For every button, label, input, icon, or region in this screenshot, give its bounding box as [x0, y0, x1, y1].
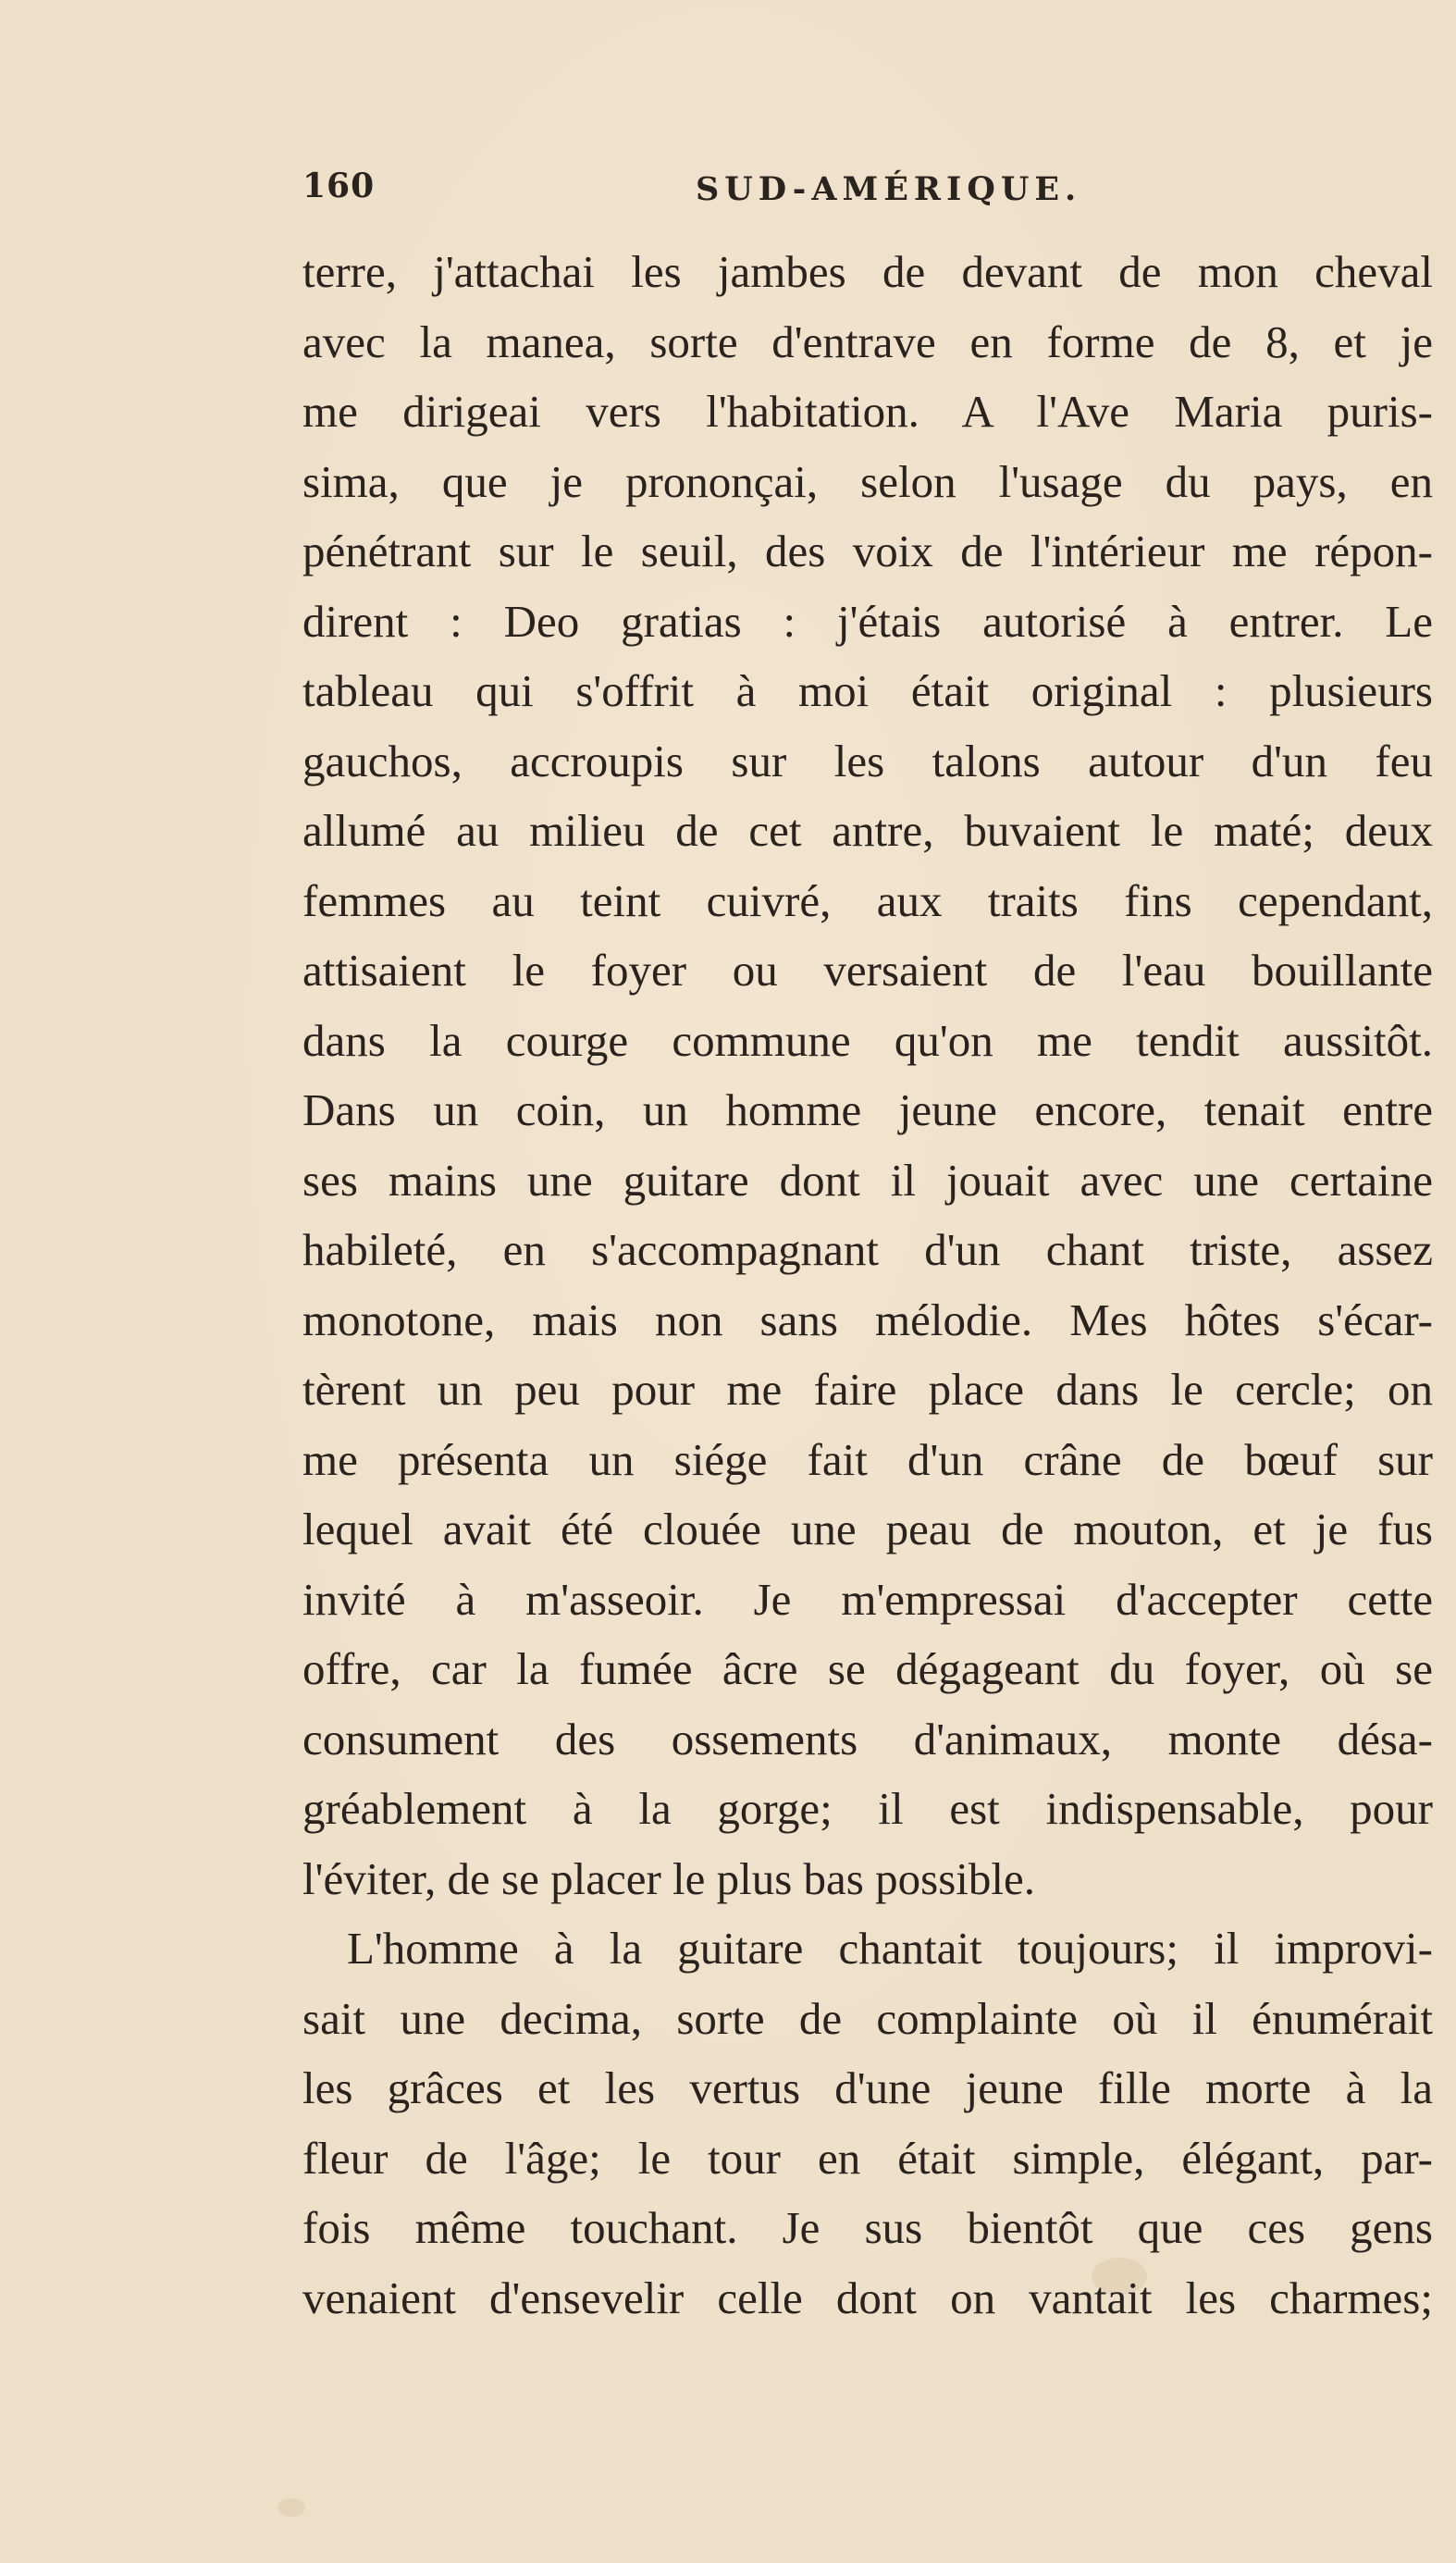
- text-line: dirent : Deo gratias : j'étais autorisé à entrer. Le: [302, 595, 1433, 647]
- text-line: tèrent un peu pour me faire place dans le cercle; on: [302, 1364, 1433, 1415]
- page-number: 160: [302, 167, 376, 205]
- text-line: gréablement à la gorge; il est indispensable, pour: [302, 1783, 1433, 1834]
- text-line: sima, que je prononçai, selon l'usage du pays, en: [302, 455, 1433, 507]
- text-line: avec la manea, sorte d'entrave en forme de 8, et je: [302, 316, 1433, 367]
- text-line: invité à m'asseoir. Je m'empressai d'accepter cette: [302, 1573, 1433, 1625]
- text-line: fois même touchant. Je sus bientôt que ces gens: [302, 2202, 1433, 2253]
- text-line: monotone, mais non sans mélodie. Mes hôtes s'écar-: [302, 1294, 1433, 1345]
- text-line: me présenta un siége fait d'un crâne de bœuf sur: [302, 1433, 1433, 1485]
- text-line: les grâces et les vertus d'une jeune fille morte à la: [302, 2062, 1433, 2113]
- text-line: consument des ossements d'animaux, monte désa-: [302, 1713, 1433, 1764]
- text-line: allumé au milieu de cet antre, buvaient le maté; deux: [302, 805, 1433, 856]
- text-line: me dirigeai vers l'habitation. A l'Ave Maria puris-: [302, 386, 1433, 437]
- text-line: terre, j'attachai les jambes de devant de mon cheval: [302, 246, 1433, 297]
- text-line: sait une decima, sorte de complainte où il énumérait: [302, 1992, 1433, 2044]
- text-line: offre, car la fumée âcre se dégageant du foyer, où se: [302, 1643, 1433, 1694]
- text-line: lequel avait été clouée une peau de mouton, et je fus: [302, 1504, 1433, 1554]
- text-line: tableau qui s'offrit à moi était original : plusieurs: [302, 665, 1433, 716]
- text-line: femmes au teint cuivré, aux traits fins cependant,: [302, 874, 1433, 926]
- text-line: l'éviter, de se placer le plus bas possible.: [302, 1852, 1035, 1904]
- text-line: dans la courge commune qu'on me tendit aussitôt.: [302, 1014, 1433, 1066]
- text-line: attisaient le foyer ou versaient de l'eau bouillante: [302, 945, 1433, 996]
- text-line: Dans un coin, un homme jeune encore, tenait entre: [302, 1084, 1433, 1135]
- text-line: ses mains une guitare dont il jouait avec une certaine: [302, 1154, 1433, 1206]
- text-line: venaient d'ensevelir celle dont on vantait les charmes;: [302, 2272, 1433, 2323]
- text-line: L'homme à la guitare chantait toujours; il improvi-: [347, 1923, 1433, 1974]
- text-line: habileté, en s'accompagnant d'un chant triste, assez: [302, 1224, 1433, 1275]
- text-line: gauchos, accroupis sur les talons autour d'un feu: [302, 735, 1433, 786]
- body-text: [302, 237, 1433, 2333]
- text-line: fleur de l'âge; le tour en était simple, élégant, par-: [302, 2132, 1433, 2184]
- paper-stain: [278, 2498, 305, 2517]
- running-title: SUD-AMÉRIQUE.: [696, 170, 1082, 208]
- text-line: pénétrant sur le seuil, des voix de l'intérieur me répon-: [302, 526, 1433, 576]
- page-header: [302, 167, 1433, 222]
